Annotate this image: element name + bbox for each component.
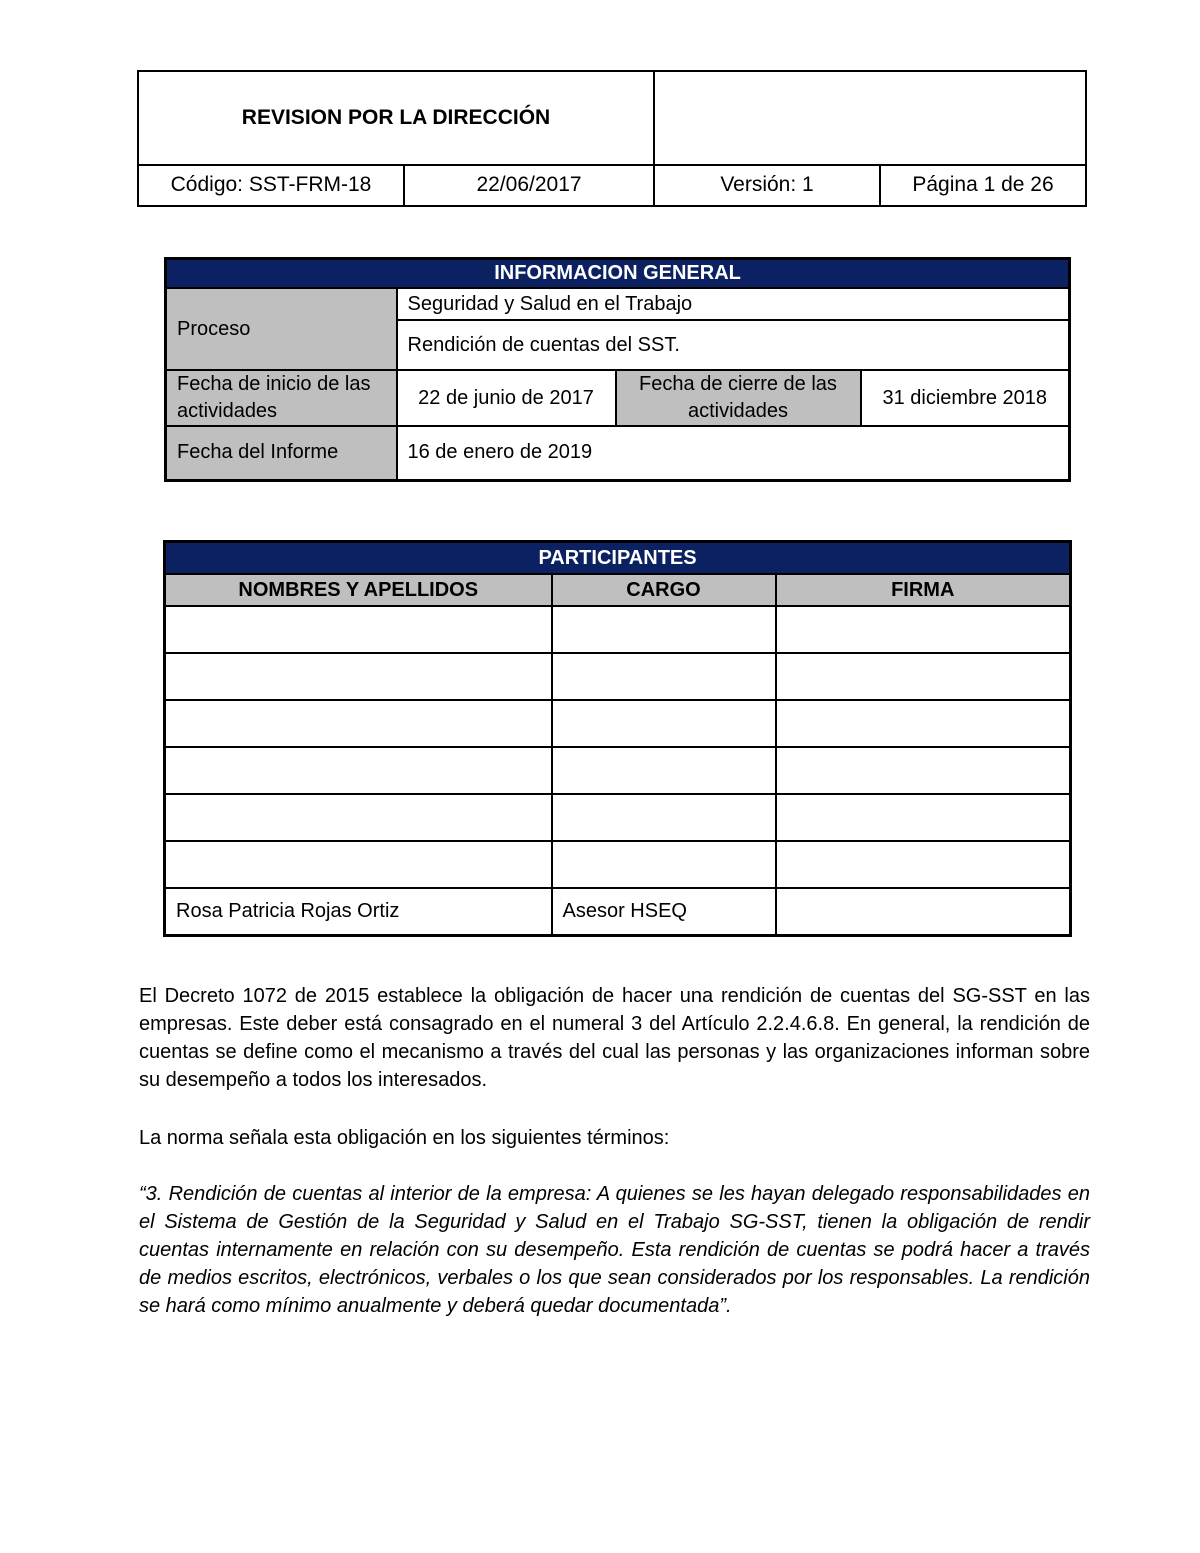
- participant-name: [165, 606, 552, 653]
- column-header-names: NOMBRES Y APELLIDOS: [165, 574, 552, 606]
- column-header-signature: FIRMA: [776, 574, 1071, 606]
- participant-signature: [776, 653, 1071, 700]
- participant-name: Rosa Patricia Rojas Ortiz: [165, 888, 552, 936]
- participant-position: [552, 653, 776, 700]
- participant-position: [552, 700, 776, 747]
- end-date-value: 31 diciembre 2018: [861, 370, 1070, 426]
- participant-signature: [776, 606, 1071, 653]
- table-row: [165, 653, 1071, 700]
- participant-signature: [776, 700, 1071, 747]
- document-version: Versión: 1: [654, 165, 880, 206]
- column-header-position: CARGO: [552, 574, 776, 606]
- process-value-1: Seguridad y Salud en el Trabajo: [397, 288, 1070, 320]
- general-info-heading: INFORMACION GENERAL: [166, 259, 1070, 289]
- participant-signature: [776, 888, 1071, 936]
- body-paragraph-intro: El Decreto 1072 de 2015 establece la obligación de hacer una rendición de cuentas del SG-SST en las empresas. Este deber está consagrado en el numeral 3 del Artículo 2.2.4.6.8. En general, la rendición de cuentas se define como el mecanismo a través del cual las personas y las organizaciones informan sobre su desempeño a todos los interesados.: [139, 985, 1090, 1091]
- logo-area: [654, 71, 1086, 165]
- report-date-label: Fecha del Informe: [166, 426, 397, 480]
- participant-signature: [776, 841, 1071, 888]
- document-code: Código: SST-FRM-18: [138, 165, 404, 206]
- participant-position: [552, 606, 776, 653]
- participants-heading: PARTICIPANTES: [165, 542, 1071, 575]
- body-paragraph-norm: La norma señala esta obligación en los siguientes términos:: [139, 1127, 670, 1149]
- table-row: [165, 841, 1071, 888]
- start-date-value: 22 de junio de 2017: [397, 370, 616, 426]
- participant-name: [165, 700, 552, 747]
- table-row: [165, 888, 1071, 936]
- table-row: [165, 794, 1071, 841]
- participant-name: [165, 747, 552, 794]
- report-date-value: 16 de enero de 2019: [397, 426, 1070, 480]
- participants-table: [163, 540, 1072, 937]
- participant-signature: [776, 794, 1071, 841]
- document-header-table: [137, 70, 1087, 207]
- participant-position: [552, 841, 776, 888]
- participant-position: [552, 794, 776, 841]
- body-paragraph-quote: “3. Rendición de cuentas al interior de la empresa: A quienes se les hayan delegado responsabilidades en el Sistema de Gestión de la Seguridad y Salud en el Trabajo SG-SST, tienen la obligación de rendir cuentas internamente en relación con su desempeño. Esta rendición de cuentas se podrá hacer a través de medios escritos, electrónicos, verbales o los que sean considerados por los responsables. La rendición se hará como mínimo anualmente y deberá quedar documentada”.: [139, 1183, 1090, 1317]
- table-row: [165, 700, 1071, 747]
- participant-position: [552, 747, 776, 794]
- participant-name: [165, 794, 552, 841]
- document-title: REVISION POR LA DIRECCIÓN: [138, 71, 654, 165]
- process-label: Proceso: [166, 288, 397, 370]
- general-info-table: [164, 257, 1071, 482]
- start-date-label: Fecha de inicio de las actividades: [166, 370, 397, 426]
- document-date: 22/06/2017: [404, 165, 654, 206]
- participant-signature: [776, 747, 1071, 794]
- page-number: Página 1 de 26: [880, 165, 1086, 206]
- table-row: [165, 606, 1071, 653]
- participant-name: [165, 841, 552, 888]
- participant-position: Asesor HSEQ: [552, 888, 776, 936]
- end-date-label: Fecha de cierre de las actividades: [616, 370, 861, 426]
- participant-name: [165, 653, 552, 700]
- process-value-2: Rendición de cuentas del SST.: [397, 320, 1070, 370]
- table-row: [165, 747, 1071, 794]
